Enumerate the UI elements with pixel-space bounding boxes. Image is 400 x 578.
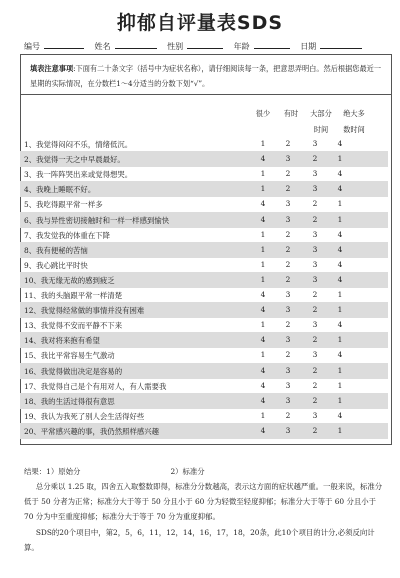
score-option[interactable]: 3 [285, 305, 291, 315]
item-text: 2、我觉得一天之中早晨最好。 [24, 155, 125, 165]
score-option[interactable]: 4 [337, 229, 343, 239]
item-text: 8、我有便秘的苦恼 [24, 245, 88, 255]
score-option[interactable]: 3 [285, 395, 291, 405]
item-text: 16、我觉得做出决定是容易的 [24, 366, 123, 376]
score-option[interactable]: 1 [337, 365, 343, 375]
info-fields [24, 41, 384, 52]
score-option[interactable]: 1 [260, 410, 266, 420]
table-row [20, 181, 388, 197]
score-option[interactable]: 1 [260, 350, 266, 360]
score-option[interactable]: 3 [285, 214, 291, 224]
score-option[interactable]: 4 [337, 350, 343, 360]
score-option[interactable]: 3 [312, 184, 318, 194]
score-option[interactable]: 3 [285, 335, 291, 345]
table-row [20, 166, 388, 182]
score-option[interactable]: 1 [260, 320, 266, 330]
score-option[interactable]: 1 [260, 274, 266, 284]
score-option[interactable]: 3 [312, 274, 318, 284]
score-option[interactable]: 4 [337, 169, 343, 179]
name-field[interactable] [115, 41, 157, 49]
score-option[interactable]: 2 [312, 380, 318, 390]
score-option[interactable]: 2 [285, 274, 291, 284]
score-option[interactable]: 4 [337, 274, 343, 284]
score-option[interactable]: 3 [312, 320, 318, 330]
result-label: 结果：1）原始分 [24, 467, 81, 476]
score-option[interactable]: 4 [260, 154, 266, 164]
table-row [20, 347, 388, 363]
score-option[interactable]: 2 [312, 365, 318, 375]
field-label-date: 日期 [300, 42, 317, 51]
score-option[interactable]: 2 [312, 395, 318, 405]
score-option[interactable]: 4 [260, 380, 266, 390]
score-option[interactable]: 3 [312, 410, 318, 420]
score-option[interactable]: 3 [285, 154, 291, 164]
score-option[interactable]: 3 [312, 169, 318, 179]
score-option[interactable]: 1 [260, 259, 266, 269]
table-row [20, 136, 388, 152]
score-option[interactable]: 1 [337, 199, 343, 209]
table-row [20, 302, 388, 318]
score-option[interactable]: 4 [337, 320, 343, 330]
item-text: 15、我比平常容易生气激动 [24, 351, 115, 361]
score-option[interactable]: 2 [285, 350, 291, 360]
score-option[interactable]: 1 [337, 335, 343, 345]
item-text: 10、我无缘无故的感到疲乏 [24, 275, 115, 285]
table-row [20, 151, 388, 167]
item-text: 11、我的头脑跟平常一样清楚 [24, 291, 123, 300]
score-option[interactable]: 4 [260, 199, 266, 209]
score-option[interactable]: 4 [337, 244, 343, 254]
table-row [20, 393, 388, 409]
item-text: 5、我吃得跟平常一样多 [24, 200, 103, 210]
score-option[interactable]: 1 [337, 380, 343, 390]
score-option[interactable]: 2 [285, 184, 291, 194]
item-text: 3、我一阵阵哭出来或觉得想哭。 [24, 170, 133, 180]
score-option[interactable]: 1 [260, 184, 266, 194]
item-text: 17、我觉得自己是个有用对人，有人需要我 [24, 381, 167, 391]
score-option[interactable]: 4 [260, 305, 266, 315]
score-option[interactable]: 2 [312, 154, 318, 164]
score-option[interactable]: 3 [312, 244, 318, 254]
instructions-lead: 填表注意事项 [30, 64, 74, 73]
score-option[interactable]: 2 [285, 320, 291, 330]
score-option[interactable]: 2 [312, 290, 318, 299]
score-option[interactable]: 2 [285, 229, 291, 239]
score-option[interactable]: 3 [285, 380, 291, 390]
header-almost-always: 绝大多数时间 [343, 109, 365, 134]
item-text: 20、平常感兴趣的事，我仍然照样感兴趣 [24, 426, 160, 436]
sex-field[interactable] [187, 41, 223, 49]
score-option[interactable]: 4 [260, 365, 266, 375]
score-option[interactable]: 4 [260, 425, 266, 435]
score-option[interactable]: 3 [285, 199, 291, 209]
field-label-number: 编号 [24, 42, 40, 51]
score-option[interactable]: 3 [312, 229, 318, 239]
score-option[interactable]: 3 [312, 259, 318, 269]
item-text: 7、我发觉我的体重在下降 [24, 230, 111, 240]
score-option[interactable]: 2 [285, 259, 291, 269]
item-text: 9、我心跳比平时快 [24, 260, 88, 270]
score-option[interactable]: 1 [337, 425, 343, 435]
item-text: 1、我觉得闷闷不乐，情绪低沉。 [24, 140, 133, 149]
table-row [20, 408, 388, 424]
header-most-time: 大部分时间 [310, 109, 332, 134]
instructions [30, 61, 382, 91]
score-option[interactable]: 1 [337, 154, 343, 164]
table-row [20, 332, 388, 348]
table-row [20, 287, 388, 303]
score-option[interactable]: 2 [285, 410, 291, 420]
header-sometimes: 有时 [283, 109, 299, 118]
field-label-age: 年龄 [233, 42, 250, 51]
score-option[interactable]: 3 [312, 139, 318, 148]
score-option[interactable]: 1 [337, 214, 343, 224]
table-row [20, 196, 388, 212]
field-label-name: 姓名 [94, 42, 111, 51]
score-option[interactable]: 4 [337, 259, 343, 269]
item-text: 14、我对将来抱有希望 [24, 336, 100, 346]
score-option[interactable]: 4 [337, 410, 343, 420]
score-option[interactable]: 4 [260, 214, 266, 224]
divider [20, 94, 391, 95]
result-section [24, 464, 384, 555]
table-row [20, 378, 388, 394]
score-option[interactable]: 4 [337, 184, 343, 194]
item-text: 19、我认为我死了别人会生活得好些 [24, 411, 145, 421]
instructions-text: :下面有二十条文字（括号中为症状名称），请仔细阅读每一条，把意思弄明白。然后根据您最近一星期的实际情况，在分数栏1～4分适当的分数下划“√”。 [30, 64, 382, 88]
score-option[interactable]: 2 [312, 199, 318, 209]
score-option[interactable]: 1 [337, 395, 343, 405]
score-option[interactable]: 4 [337, 139, 343, 148]
item-text: 12、我觉得经常做的事情并没有困难 [24, 306, 145, 316]
score-option[interactable]: 1 [337, 290, 343, 299]
score-option[interactable]: 2 [312, 214, 318, 224]
table-row [20, 227, 388, 243]
score-option[interactable]: 3 [285, 290, 291, 299]
date-field[interactable] [320, 41, 362, 49]
field-label-sex: 性别 [167, 42, 184, 51]
score-option[interactable]: 2 [312, 305, 318, 315]
score-option[interactable]: 1 [260, 139, 266, 148]
score-option[interactable]: 1 [260, 244, 266, 254]
score-option[interactable]: 1 [337, 305, 343, 315]
score-option[interactable]: 2 [285, 244, 291, 254]
header-rarely: 很少 [255, 109, 271, 118]
score-option[interactable]: 3 [285, 365, 291, 375]
table-row [20, 257, 388, 273]
score-option[interactable]: 4 [260, 335, 266, 345]
item-text: 18、我的生活过得很有意思 [24, 396, 115, 406]
result-paragraph-1: 总分乘以 1.25 取，四舍五入取整数即得，标准分分数越高，表示这方面的症状越严重。一般来说，标准分低于 50 分者为正常；标准分大于等于 50 分且小于 60 分为轻微至轻度抑郁；标准分大于等于 60 分且小于 70 分为中至重度抑郁；标准分大于等于 70 分为重度抑郁。 [24, 482, 383, 521]
item-text: 4、我晚上睡眠不好。 [24, 185, 96, 195]
score-option[interactable]: 3 [285, 425, 291, 435]
table-row [20, 212, 388, 228]
score-option[interactable]: 2 [285, 139, 291, 148]
result-paragraph-2: SDS的20个项目中，第2，5，6，11，12，14，16，17，18，20条，此10个项目的计分,必须反向计算。 [24, 528, 375, 552]
score-option[interactable]: 3 [312, 350, 318, 360]
table-row [20, 423, 388, 439]
table-row [20, 363, 388, 379]
table-row [20, 317, 388, 333]
score-option[interactable]: 1 [260, 229, 266, 239]
age-field[interactable] [254, 41, 290, 49]
page-title: 抑郁自评量表SDS [116, 12, 284, 34]
number-field[interactable] [44, 41, 84, 49]
result-label-standard: 2）标准分 [170, 467, 205, 476]
item-text: 6、我与异性密切接触时和一样一样感到愉快 [24, 215, 170, 225]
score-option[interactable]: 4 [260, 290, 266, 299]
item-text: 13、我觉得不安而平静不下来 [24, 321, 123, 331]
score-option[interactable]: 2 [312, 335, 318, 345]
table-row [20, 242, 388, 258]
score-option[interactable]: 2 [312, 425, 318, 435]
score-option[interactable]: 1 [260, 169, 266, 179]
score-option[interactable]: 2 [285, 169, 291, 179]
table-row [20, 272, 388, 288]
score-option[interactable]: 4 [260, 395, 266, 405]
